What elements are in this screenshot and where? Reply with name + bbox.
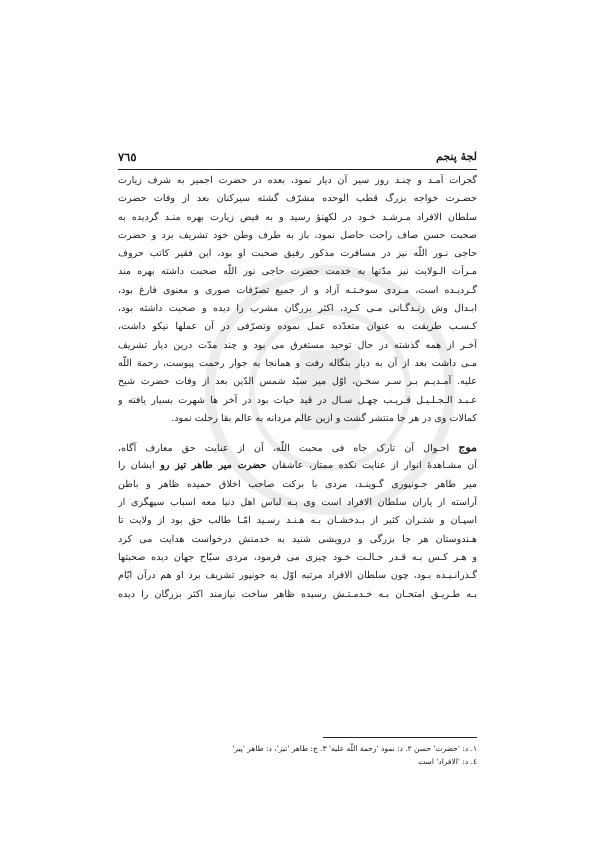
text-line: سلطان الافراد مـرشـد خـود در لکهنؤ رسید و به فیض زیارت بهره منـد گردیده به (118, 211, 477, 223)
text-line: میر طاهر جـونپوری گـوینـد، مردی با برکت صاحب اخلاق حمیده ظاهر و باطن (118, 478, 477, 490)
paragraph-gap (118, 428, 477, 439)
text-line: مـی داشت بعد از آن به دیار بنگاله رفت و همانجا به جوار رحمت پیوست، رحمة اللّه (118, 357, 477, 369)
footnote-line: ١. د: 'حضرت' حسن ٢. د: نمود 'رحمة اللّه علیه' ٣. ج: طاهر 'تیز'، د: طاهر 'پیر' (232, 744, 477, 753)
text-line: عـبـد الـجـلـیـل قـریـب چهـل سـال در قید حیات بود در آخر ها شهرت بسیار یافته و (118, 394, 477, 406)
text-line: و هـر کـس بـه قـدر حـالـت خـود چیزی می فرمود، مردی سیّاح جهان دیده صحبتها (118, 551, 477, 563)
text-line (118, 439, 477, 457)
text-line: اسپـان و شتـران کثیر از بـدخشـان بـه هـنـد رسـید امّـا طالب حق بود از ولایت تا (118, 515, 477, 527)
text-line: ابـدال وش زنـدگـانی مـی کـرد، اکثر بزرگان مشرب را دیده و صحبت داشته بود، (118, 303, 477, 315)
chapter-title: لجۀ پنجم (436, 150, 477, 163)
section-heading: موج (458, 441, 477, 455)
paragraph-2 (118, 439, 477, 604)
paragraph-1 (118, 172, 477, 428)
text-line: علیه. آمـدیـم بـر سـر سخـن، اوّل میر سیّد شمس الدّین بعد از وفات حضرت شیخ (118, 376, 477, 388)
text-run: احـوال آن تارک جاه فی محبت اللّه، آن از عنایت حق معارف آگاه، (118, 443, 450, 455)
text-line: هـندوستان هر جا بزرگی و درویشی شنید به خدمتش درخواست هدایت می کرد (118, 533, 477, 545)
text-line: آراسته از یاران سلطان الافراد است وی بـه لباس اهل دنیا معه اسباب سپهگری از (118, 497, 477, 509)
text-line: کمالات وی در هر جا منتشر گشت و ازین عالم مردانه به عالم بقا رحلت نمود. (171, 412, 477, 424)
body-text (118, 172, 477, 604)
text-line: گـذرانـیـده بـود، چون سلطان الافراد مرتبه اوّل به جونپور تشریف برد او هم درآن ایّام (118, 570, 477, 582)
text-line: گـردیـده است، مـردی سوخـتـه آزاد و از جمیع تصرّفات صوری و معنوی فارغ بود، (118, 284, 477, 296)
header-rule (118, 169, 477, 170)
text-line: مـرآت الـولایت نیز مدّتها به خدمت حضرت حاجی نور اللّه صحبت داشته بهره مند (118, 266, 477, 278)
text-line: بـه طـریـق امتحـان بـه خـدمـتـش رسیده ظاهر ساخت نیازمند اکثر بزرگان را دیده (118, 588, 477, 600)
text-run: ایشان را (118, 460, 155, 472)
text-line: حضـرت خواجه بزرگ قطب الوحده مشرّف گشته سیرکنان بعد از وفات حضرت (118, 193, 477, 205)
footnote-line: ٤. د: 'الافراد' است (418, 757, 477, 766)
footnote-rule (323, 737, 477, 738)
text-line: صحبت حسن صاف راحت حاصل نمود، باز به طرف وطن خود تشریف برد و حضرت (118, 229, 477, 241)
text-run: آن مشـاهدۀ انوار از عنایت نکده ممتاز، عاشقان (271, 460, 477, 472)
text-line: کـسـب طریقت به عنوان متعدّده عمل نموده وتصرّفی در آن عملها نیکو داشت، (118, 321, 477, 333)
page-number: ٧٦٥ (118, 150, 137, 164)
text-line: آخـر از همه گذشته در حال توحید مستغرق می بود و چند مدّت درین دیار تشریف (118, 339, 477, 351)
person-name: حضرت میر طاهر تیز رو (160, 460, 267, 472)
page-header (118, 150, 477, 168)
text-line: حاجی نـور اللّه نیز در مسافرت مذکور رفیق صحبت او بود، این فقیر کاتب حروف (118, 248, 477, 260)
footnotes (118, 742, 477, 768)
text-line (118, 457, 477, 475)
text-line: گجرات آمـد و چنـد روز سیر آن دیار نمود، بعده در حضرت اجمیر به شرف زیارت (118, 175, 477, 186)
